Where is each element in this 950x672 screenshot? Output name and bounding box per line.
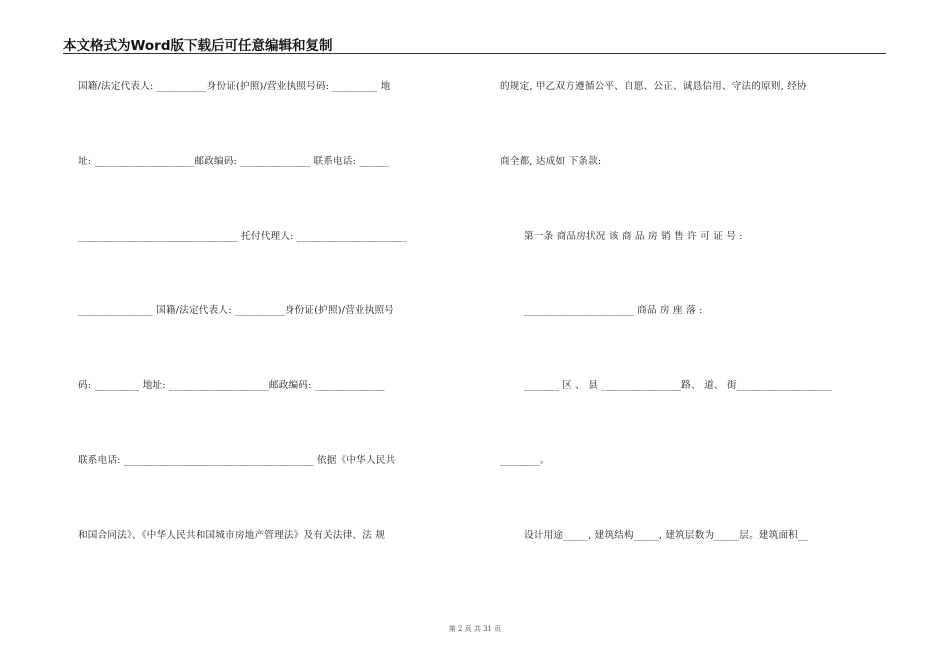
left-line-3: ________________________________ 托付代理人: ______________________ <box>78 231 407 242</box>
header-divider <box>63 53 886 54</box>
right-line-6: ________。 <box>500 455 550 466</box>
left-line-4: _______________ 国籍/法定代表人: __________身份证(护照)/营业执照号 <box>78 305 395 316</box>
left-line-7: 和国合同法》、《中华人民共和国城市房地产管理法》及有关法律、法 规 <box>78 530 386 541</box>
right-line-5: _______ 区 、 县 ________________路、 道、 街___________________ <box>524 380 832 391</box>
left-line-2: 址: ____________________邮政编码: ______________ 联系电话: ______ <box>78 156 390 167</box>
right-line-4: ______________________ 商品 房 座 落 : <box>524 305 703 316</box>
page-number-footer: 第 2 页 共 31 页 <box>448 625 502 633</box>
left-line-6: 联系电话: ______________________________________ 依据《中华人民共 <box>78 455 396 466</box>
document-header-title: 本文格式为Word版下载后可任意编辑和复制 <box>63 38 333 54</box>
right-line-7: 设计用途_____, 建筑结构_____, 建筑层数为_____层。建筑面积__ <box>524 530 809 541</box>
left-line-5: 码: _________ 地址: ____________________邮政编码: ______________ <box>78 380 385 391</box>
right-line-3: 第一条 商品房状况 该 商 品 房 销 售 许 可 证 号 : <box>524 231 743 242</box>
right-line-2: 商全都, 达成如 下条款: <box>500 156 602 167</box>
right-line-1: 的规定, 甲乙双方遵循公平、自愿、公正、诚恳信用、守法的原则, 经协 <box>500 81 807 92</box>
left-line-1: 国籍/法定代表人: __________身份证(护照)/营业执照号码: _________ 地 <box>78 81 391 92</box>
